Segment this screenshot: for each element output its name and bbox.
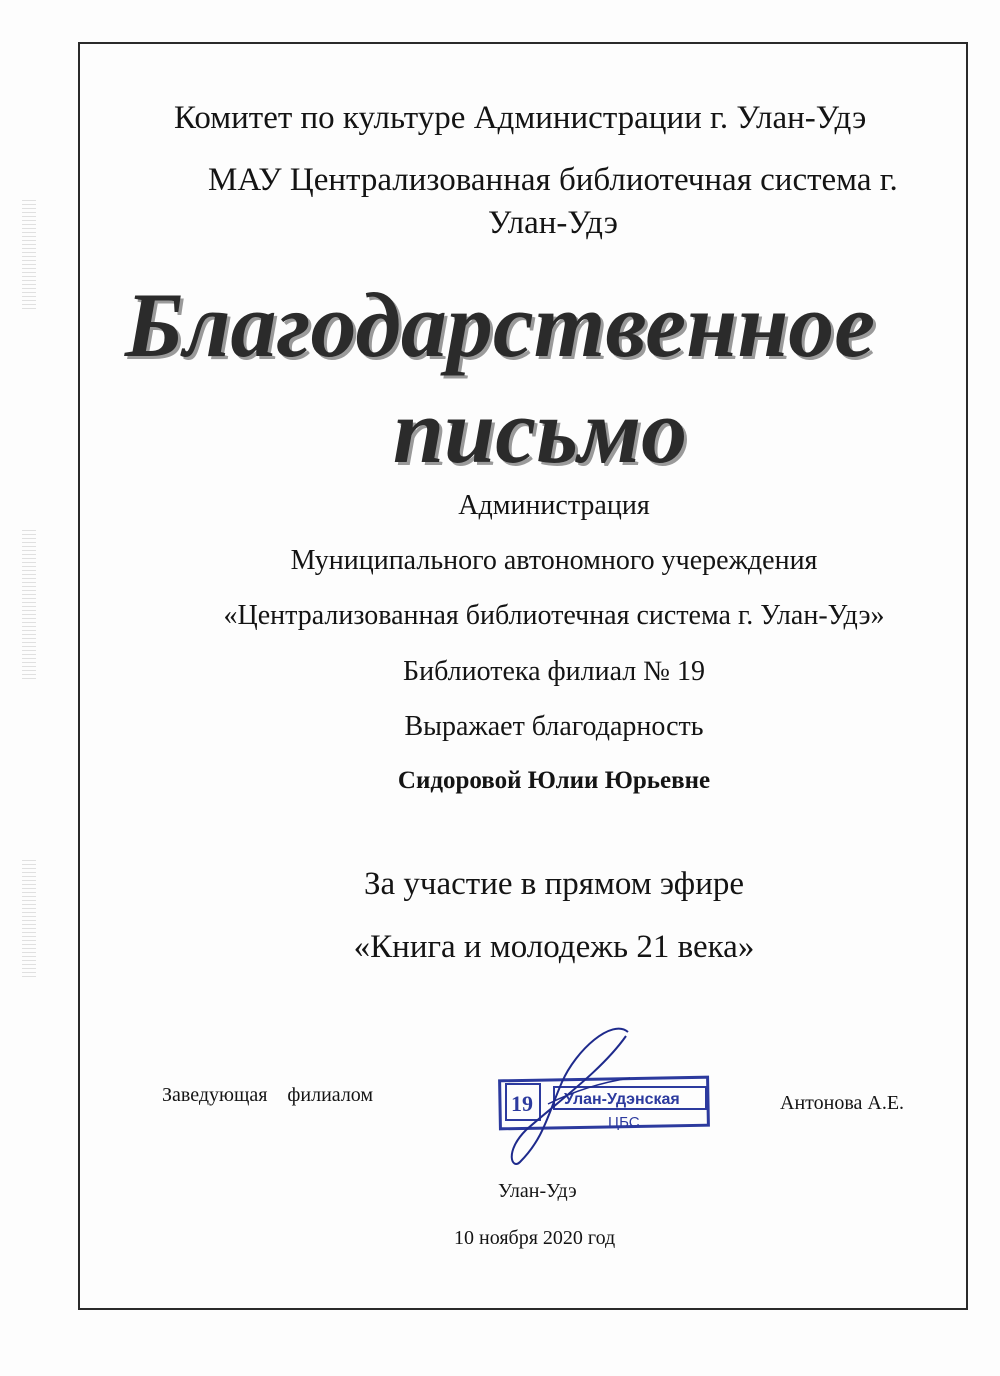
body-institution: Муниципального автономного учереждения [290,545,818,576]
signatory-name: Антонова А.Е. [780,1092,905,1114]
scan-artifact-middle [22,530,36,680]
signature-scribble [490,1020,650,1170]
scan-artifact-bottom [22,860,36,980]
signatory-position: Заведующая филиалом [162,1084,374,1106]
reason-line2: «Книга и молодежь 21 века» [353,929,755,965]
stamp-number: 19 [511,1091,533,1116]
body-branch: Библиотека филиал № 19 [403,656,705,687]
stamp-text-line2: ЦБС [608,1114,640,1131]
header-organization: МАУ Централизованная библиотечная система г. [208,162,898,198]
stamp-text-line1: Улан-Удэнская [564,1091,680,1108]
body-expresses-gratitude: Выражает благодарность [404,711,704,742]
footer-date: 10 ноября 2020 год [454,1227,616,1249]
recipient-name: Сидоровой Юлии Юрьевне [397,767,711,794]
body-administration: Администрация [458,490,650,521]
reason-line1: За участие в прямом эфире [363,866,744,902]
header-committee: Комитет по культуре Администрации г. Улан-Удэ [174,100,867,136]
document-title-line1: Благодарственное [124,274,876,376]
footer-city: Улан-Удэ [498,1180,577,1202]
document-title-line2: письмо [392,380,688,482]
header-city: Улан-Удэ [488,205,618,241]
body-library-system: «Централизованная библиотечная система г. Улан-Удэ» [223,600,885,631]
